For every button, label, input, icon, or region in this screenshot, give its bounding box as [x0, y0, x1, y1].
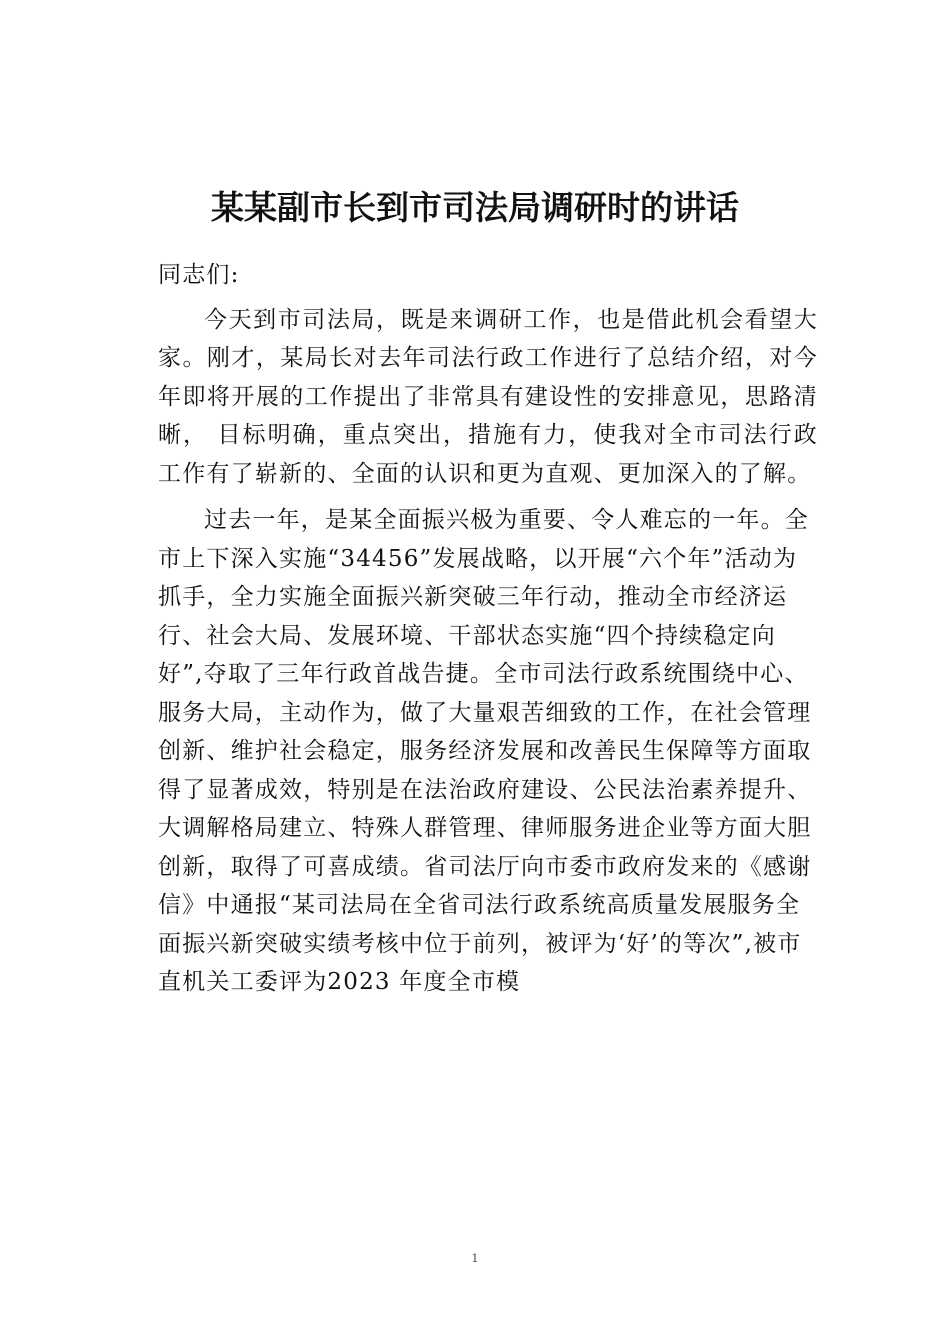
- document-title: 某某副市长到市司法局调研时的讲话: [211, 188, 739, 228]
- paragraph-1: 今天到市司法局，既是来调研工作，也是借此机会看望大家。刚才，某局长对去年司法行政工作进行了总结介绍，对今年即将开展的工作提出了非常具有建设性的安排意见，思路清晰， 目标明确，重点突出，措施有力，使我对全市司法行政工作有了崭新的、全面的认识和更为直观、更加深入的了解。: [158, 306, 818, 487]
- paragraph-2: 过去一年，是某全面振兴极为重要、令人难忘的一年。全市上下深入实施“34456”发展战略，以开展“六个年”活动为抓手，全力实施全面振兴新突破三年行动，推动全市经济运行、社会大局、发展环境、干部状态实施“四个持续稳定向好”,夺取了三年行政首战告捷。全市司法行政系统围绕中心、服务大局，主动作为，做了大量艰苦细致的工作，在社会管理创新、维护社会稳定，服务经济发展和改善民生保障等方面取得了显著成效，特别是在法治政府建设、公民法治素养提升、大调解格局建立、特殊人群管理、律师服务进企业等方面大胆创新，取得了可喜成绩。省司法厅向市委市政府发来的《感谢信》中通报“某司法局在全省司法行政系统高质量发展服务全面振兴新突破实绩考核中位于前列，被评为‘好’的等次”,被市直机关工委评为2023 年度全市模: [158, 507, 812, 995]
- page-number: 1: [471, 1252, 479, 1265]
- document-body: [158, 256, 818, 1010]
- salutation: 同志们:: [158, 262, 240, 288]
